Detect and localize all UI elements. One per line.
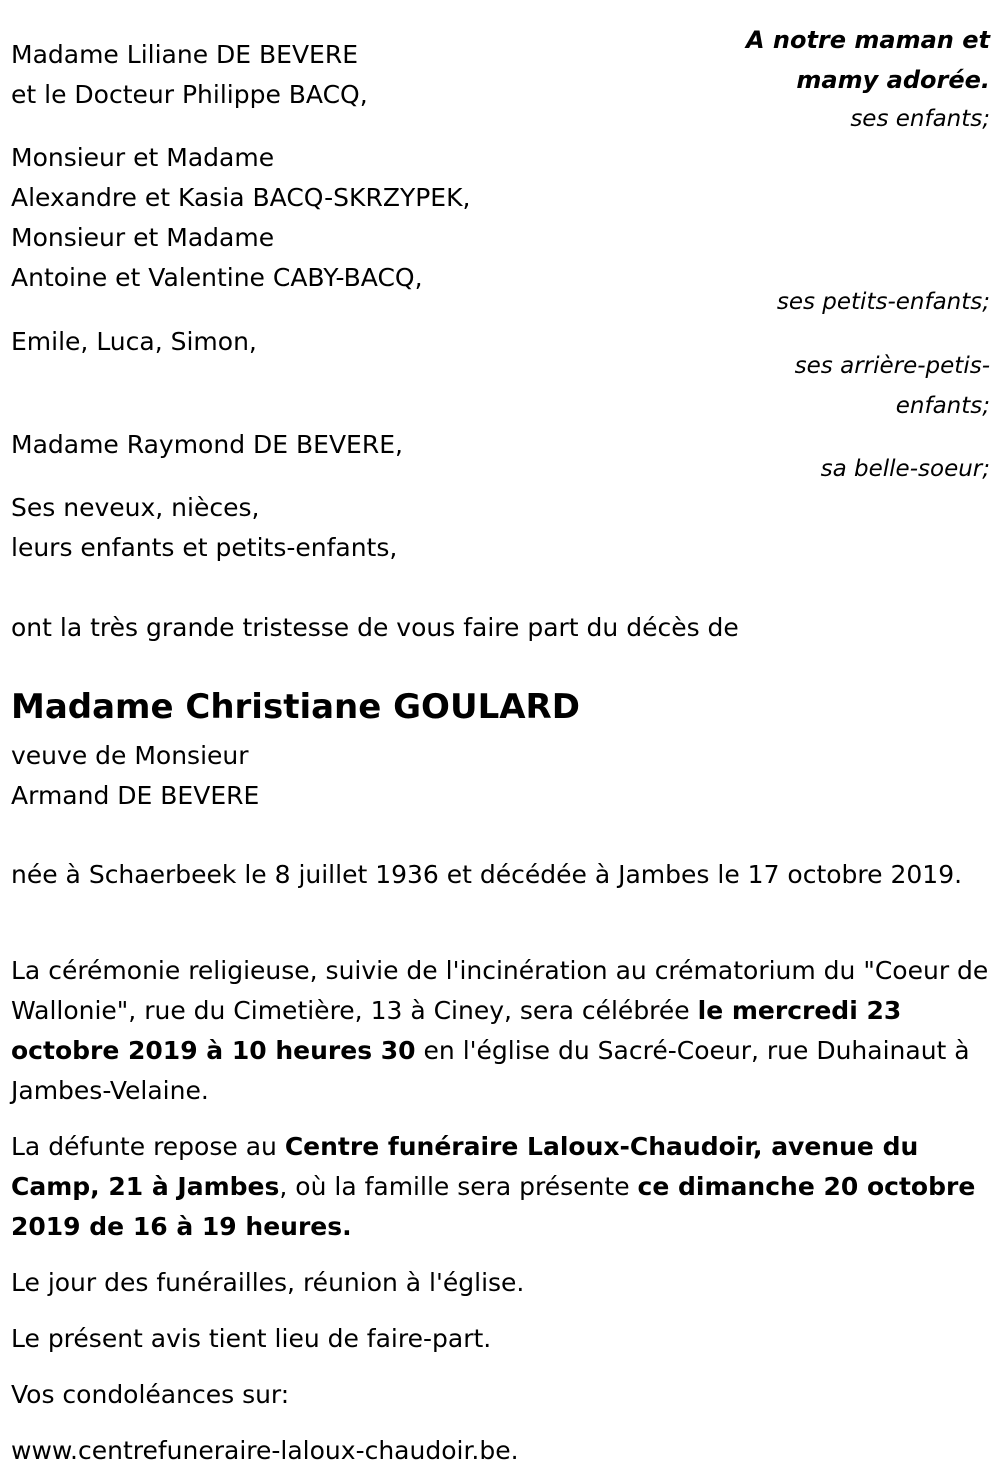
website-link[interactable]: www.centrefuneraire-laloux-chaudoir.be. bbox=[11, 1436, 519, 1465]
birth-death: née à Schaerbeek le 8 juillet 1936 et décédée à Jambes le 17 octobre 2019. bbox=[11, 860, 963, 889]
children-role: ses enfants; bbox=[850, 106, 990, 132]
announcement: ont la très grande tristesse de vous faire part du décès de bbox=[11, 613, 739, 642]
nephews-names bbox=[11, 488, 397, 568]
ceremony-date: le mercredi 23 octobre 2019 à 10 heures 30 bbox=[11, 996, 902, 1065]
visitation-paragraph bbox=[11, 1127, 991, 1247]
visitation-text: , où la famille sera présente bbox=[279, 1172, 638, 1201]
family-line: Monsieur et Madame bbox=[11, 143, 275, 172]
widow-of bbox=[11, 736, 259, 816]
family-line: leurs enfants et petits-enfants, bbox=[11, 533, 398, 562]
ceremony-paragraph bbox=[11, 951, 991, 1111]
family-line: Madame Liliane DE BEVERE bbox=[11, 40, 359, 69]
dedication bbox=[746, 20, 990, 100]
condolences-label: Vos condoléances sur: bbox=[11, 1380, 290, 1409]
visitation-time: ce dimanche 20 octobre 2019 de 16 à 19 heures. bbox=[11, 1172, 976, 1241]
family-line: Alexandre et Kasia BACQ-SKRZYPEK, bbox=[11, 183, 471, 212]
great-grandchildren-names bbox=[11, 322, 257, 362]
dedication-line: mamy adorée. bbox=[796, 66, 990, 94]
ceremony-text: La cérémonie religieuse, suivie de l'incinération au crématorium du "Coeur de Wallonie", rue du Cimetière, 13 à Ciney, sera célébrée bbox=[11, 956, 989, 1025]
family-line: Ses neveux, nièces, bbox=[11, 493, 260, 522]
family-line: Monsieur et Madame bbox=[11, 223, 275, 252]
notice: Le présent avis tient lieu de faire-part. bbox=[11, 1324, 492, 1353]
grandchildren-names bbox=[11, 138, 470, 298]
grandchildren-role: ses petits-enfants; bbox=[776, 289, 990, 315]
family-line: Madame Raymond DE BEVERE, bbox=[11, 430, 403, 459]
widow-line: Armand DE BEVERE bbox=[11, 781, 260, 810]
widow-line: veuve de Monsieur bbox=[11, 741, 249, 770]
family-line: et le Docteur Philippe BACQ, bbox=[11, 80, 368, 109]
deceased-name: Madame Christiane GOULARD bbox=[11, 687, 580, 727]
ceremony-place: en l'église du Sacré-Coeur, rue Duhainaut à Jambes-Velaine. bbox=[11, 1036, 970, 1105]
sister-in-law-role: sa belle-soeur; bbox=[820, 456, 990, 482]
family-line: Antoine et Valentine CABY-BACQ, bbox=[11, 263, 423, 292]
sister-in-law-name bbox=[11, 425, 403, 465]
family-line: Emile, Luca, Simon, bbox=[11, 327, 257, 356]
children-names bbox=[11, 35, 368, 115]
visitation-text: La défunte repose au bbox=[11, 1132, 285, 1161]
great-grandchildren-role: ses arrière-petis- enfants; bbox=[794, 353, 990, 419]
dedication-line: A notre maman et bbox=[745, 26, 990, 54]
visitation-location: Centre funéraire Laloux-Chaudoir, avenue du Camp, 21 à Jambes bbox=[11, 1132, 919, 1201]
funeral-day: Le jour des funérailles, réunion à l'église. bbox=[11, 1268, 525, 1297]
